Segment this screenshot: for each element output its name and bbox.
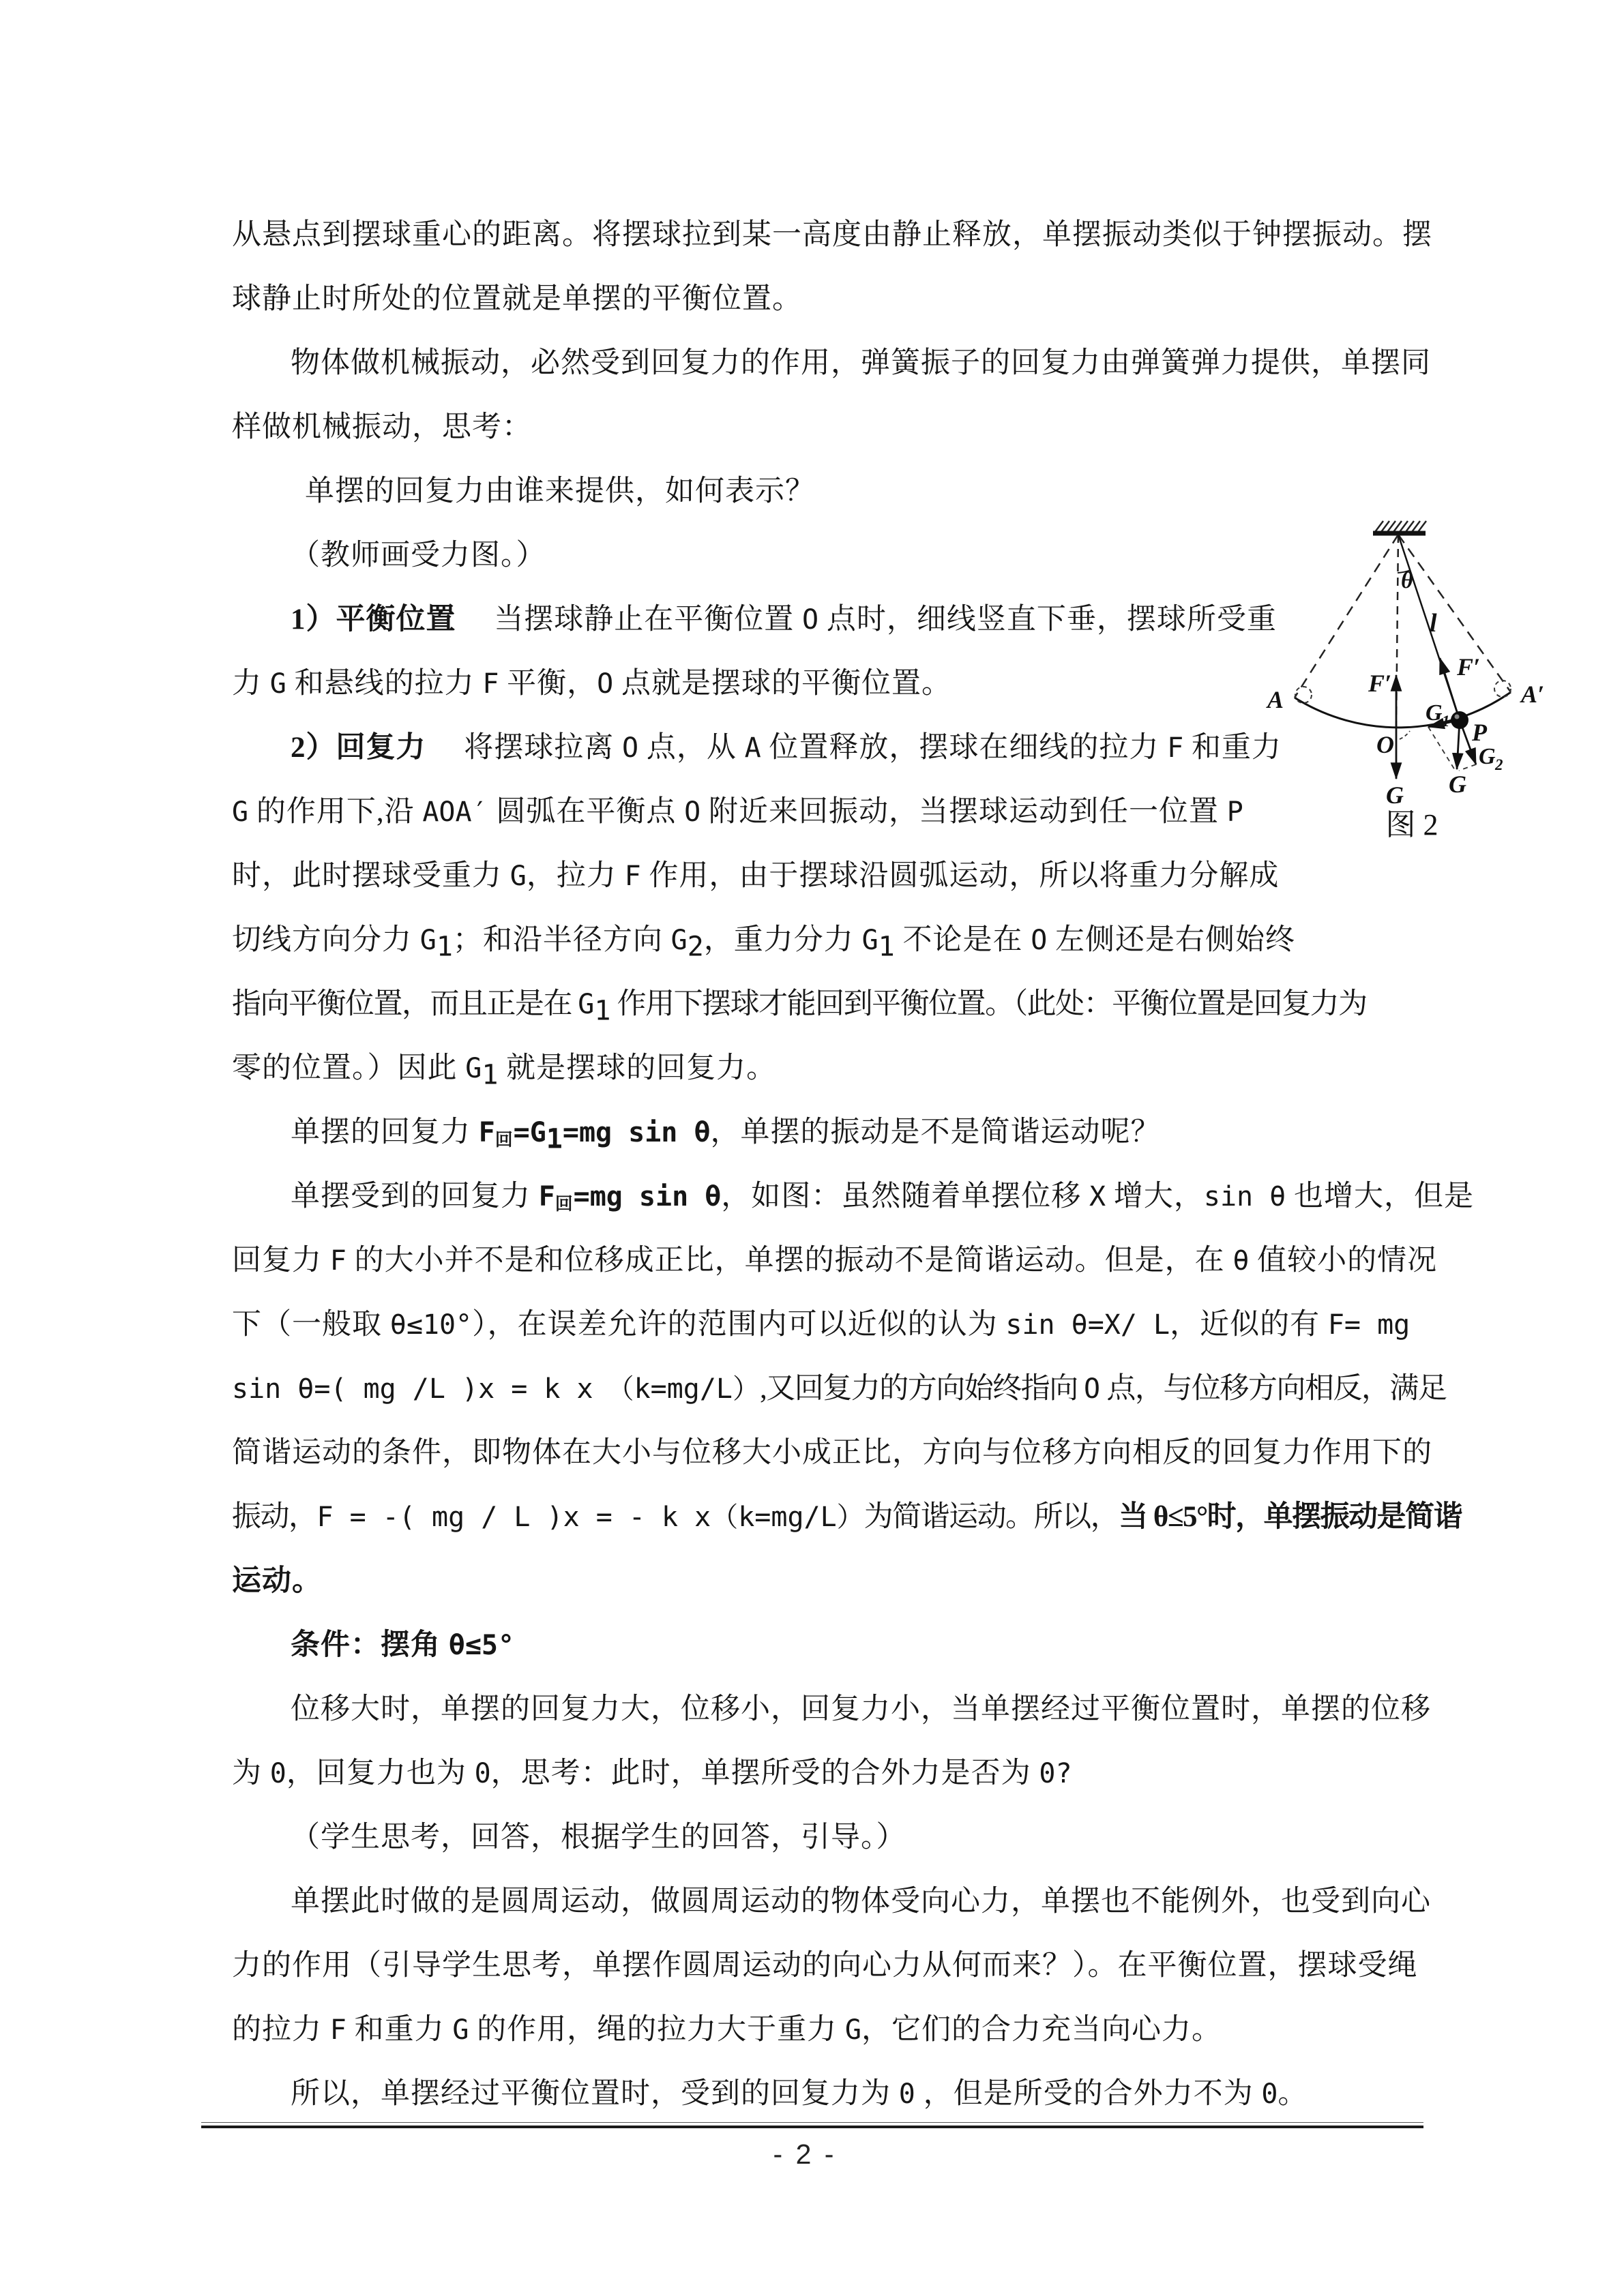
bob-P-label: P [1472,719,1487,746]
text-line: （教师画受力图。） [291,539,546,571]
text-line: 零的位置。）因此 $G_1$ 就是摆球的回复力。 [232,1052,777,1091]
text-line: 单摆的回复力由谁来提供，如何表示？ [305,475,815,507]
text-line: sin θ=( mg /L )x = k x （k=mg/L）,又回复力的方向始终指向 O 点，与位移方向相反，满足 [232,1373,1447,1405]
gravity-label-at-P: G [1449,771,1466,798]
equilibrium-O-label: O [1376,731,1394,758]
theta-label: θ [1401,568,1413,593]
text-line: 指向平衡位置，而且正是在 $G_1$ 作用下摆球才能回到平衡位置。（此处：平衡位置是回复力为 [232,988,1367,1027]
text-line: 下（一般取 θ≤10°），在误差允许的范围内可以近似的认为 sin θ=X/ L，近似的有 F= mg [232,1309,1411,1341]
pendulum-bob-highlight [1455,715,1460,719]
text-line: 回复力 F 的大小并不是和位移成正比，单摆的振动不是简谐运动。但是，在 θ 值较小的情况 [232,1244,1438,1277]
text-line: 单摆的回复力 $F_回=G_1=mg$ sin θ，单摆的振动是不是简谐运动呢？ [291,1116,1161,1155]
page-number: - 2 - [773,2138,837,2170]
text-line: G 的作用下,沿 AOA′ 圆弧在平衡点 O 附近来回振动，当摆球运动到任一位置 P [232,796,1243,828]
text-line: 单摆受到的回复力 $F_回=mg$ sin θ，如图：虽然随着单摆位移 X 增大，sin θ 也增大，但是 [291,1180,1474,1214]
text-line: （学生思考，回答，根据学生的回答，引导。） [291,1821,906,1853]
G1-label: G [1426,700,1443,726]
footer-divider-shadow [201,2122,1423,2123]
text-line: 物体做机械振动，必然受到回复力的作用，弹簧振子的回复力由弹簧弹力提供，单摆同 [291,347,1431,379]
G2-subscript: 2 [1495,756,1503,773]
extreme-A-label: A [1267,686,1284,713]
text-line: 为 0，回复力也为 0，思考：此时，单摆所受的合外力是否为 0? [232,1757,1072,1789]
string-length-label: l [1430,609,1437,638]
tension-label-at-P: F′ [1457,653,1481,681]
text-line: 力 G 和悬线的拉力 F 平衡，O 点就是摆球的平衡位置。 [232,668,951,700]
construction-dash-2 [1459,764,1476,771]
text-line: 的拉力 F 和重力 G 的作用，绳的拉力大于重力 G，它们的合力充当向心力。 [232,2014,1222,2046]
text-line: 简谐运动的条件，即物体在大小与位移大小成正比，方向与位移方向相反的回复力作用下的 [232,1437,1432,1469]
text-line: 切线方向分力 $G_1$；和沿半径方向 $G_2$，重力分力 $G_1$ 不论是在 O 左侧还是右侧始终 [232,924,1296,963]
figure-caption: 图 2 [1385,808,1438,841]
string-to-A-prime-dashed [1398,535,1511,692]
text-line: 1）平衡位置 当摆球静止在平衡位置 O 点时，细线竖直下垂，摆球所受重 [291,603,1277,636]
text-line: 单摆此时做的是圆周运动，做圆周运动的物体受向心力，单摆也不能例外，也受到向心 [291,1885,1431,1918]
text-line: 条件：摆角 θ≤5° [291,1629,515,1661]
ceiling-hatch-icon [1375,521,1426,532]
pendulum-figure [1248,496,1562,846]
text-line: 位移大时，单摆的回复力大，位移小，回复力小，当单摆经过平衡位置时，单摆的位移 [291,1693,1431,1725]
text-line: 球静止时所处的位置就是单摆的平衡位置。 [232,283,802,315]
text-line: 振动，F = -( mg / L )x = - k x（k=mg/L）为简谐运动。所以，当 θ≤5°时，单摆振动是简谐 [232,1501,1462,1533]
text-line: 所以，单摆经过平衡位置时，受到的回复力为 0 ，但是所受的合外力不为 0。 [291,2078,1308,2110]
text-line: 从悬点到摆球重心的距离。将摆球拉到某一高度由静止释放，单摆振动类似于钟摆振动。摆 [232,219,1432,251]
text-line: 时，此时摆球受重力 G，拉力 F 作用，由于摆球沿圆弧运动，所以将重力分解成 [232,860,1280,892]
construction-dash-1 [1428,727,1455,770]
extreme-A-prime-label: A′ [1521,681,1545,708]
text-line: 样做机械振动，思考： [232,411,532,443]
G2-label: G [1479,744,1496,769]
tension-label-at-O: F′ [1368,670,1392,697]
text-line: 2）回复力 将摆球拉离 O 点，从 A 位置释放，摆球在细线的拉力 F 和重力 [291,732,1282,764]
pendulum-bob [1451,711,1468,729]
angle-mark-at-O [1400,731,1410,739]
text-line: 运动。 [232,1565,322,1597]
G1-subscript: 1 [1442,713,1450,730]
footer-divider [201,2126,1423,2128]
pendulum-figure-diagram [1248,496,1562,846]
text-line: 力的作用（引导学生思考，单摆作圆周运动的向心力从何而来？）。在平衡位置，摆球受绳 [232,1950,1418,1982]
gravity-label-at-O: G [1386,781,1404,809]
